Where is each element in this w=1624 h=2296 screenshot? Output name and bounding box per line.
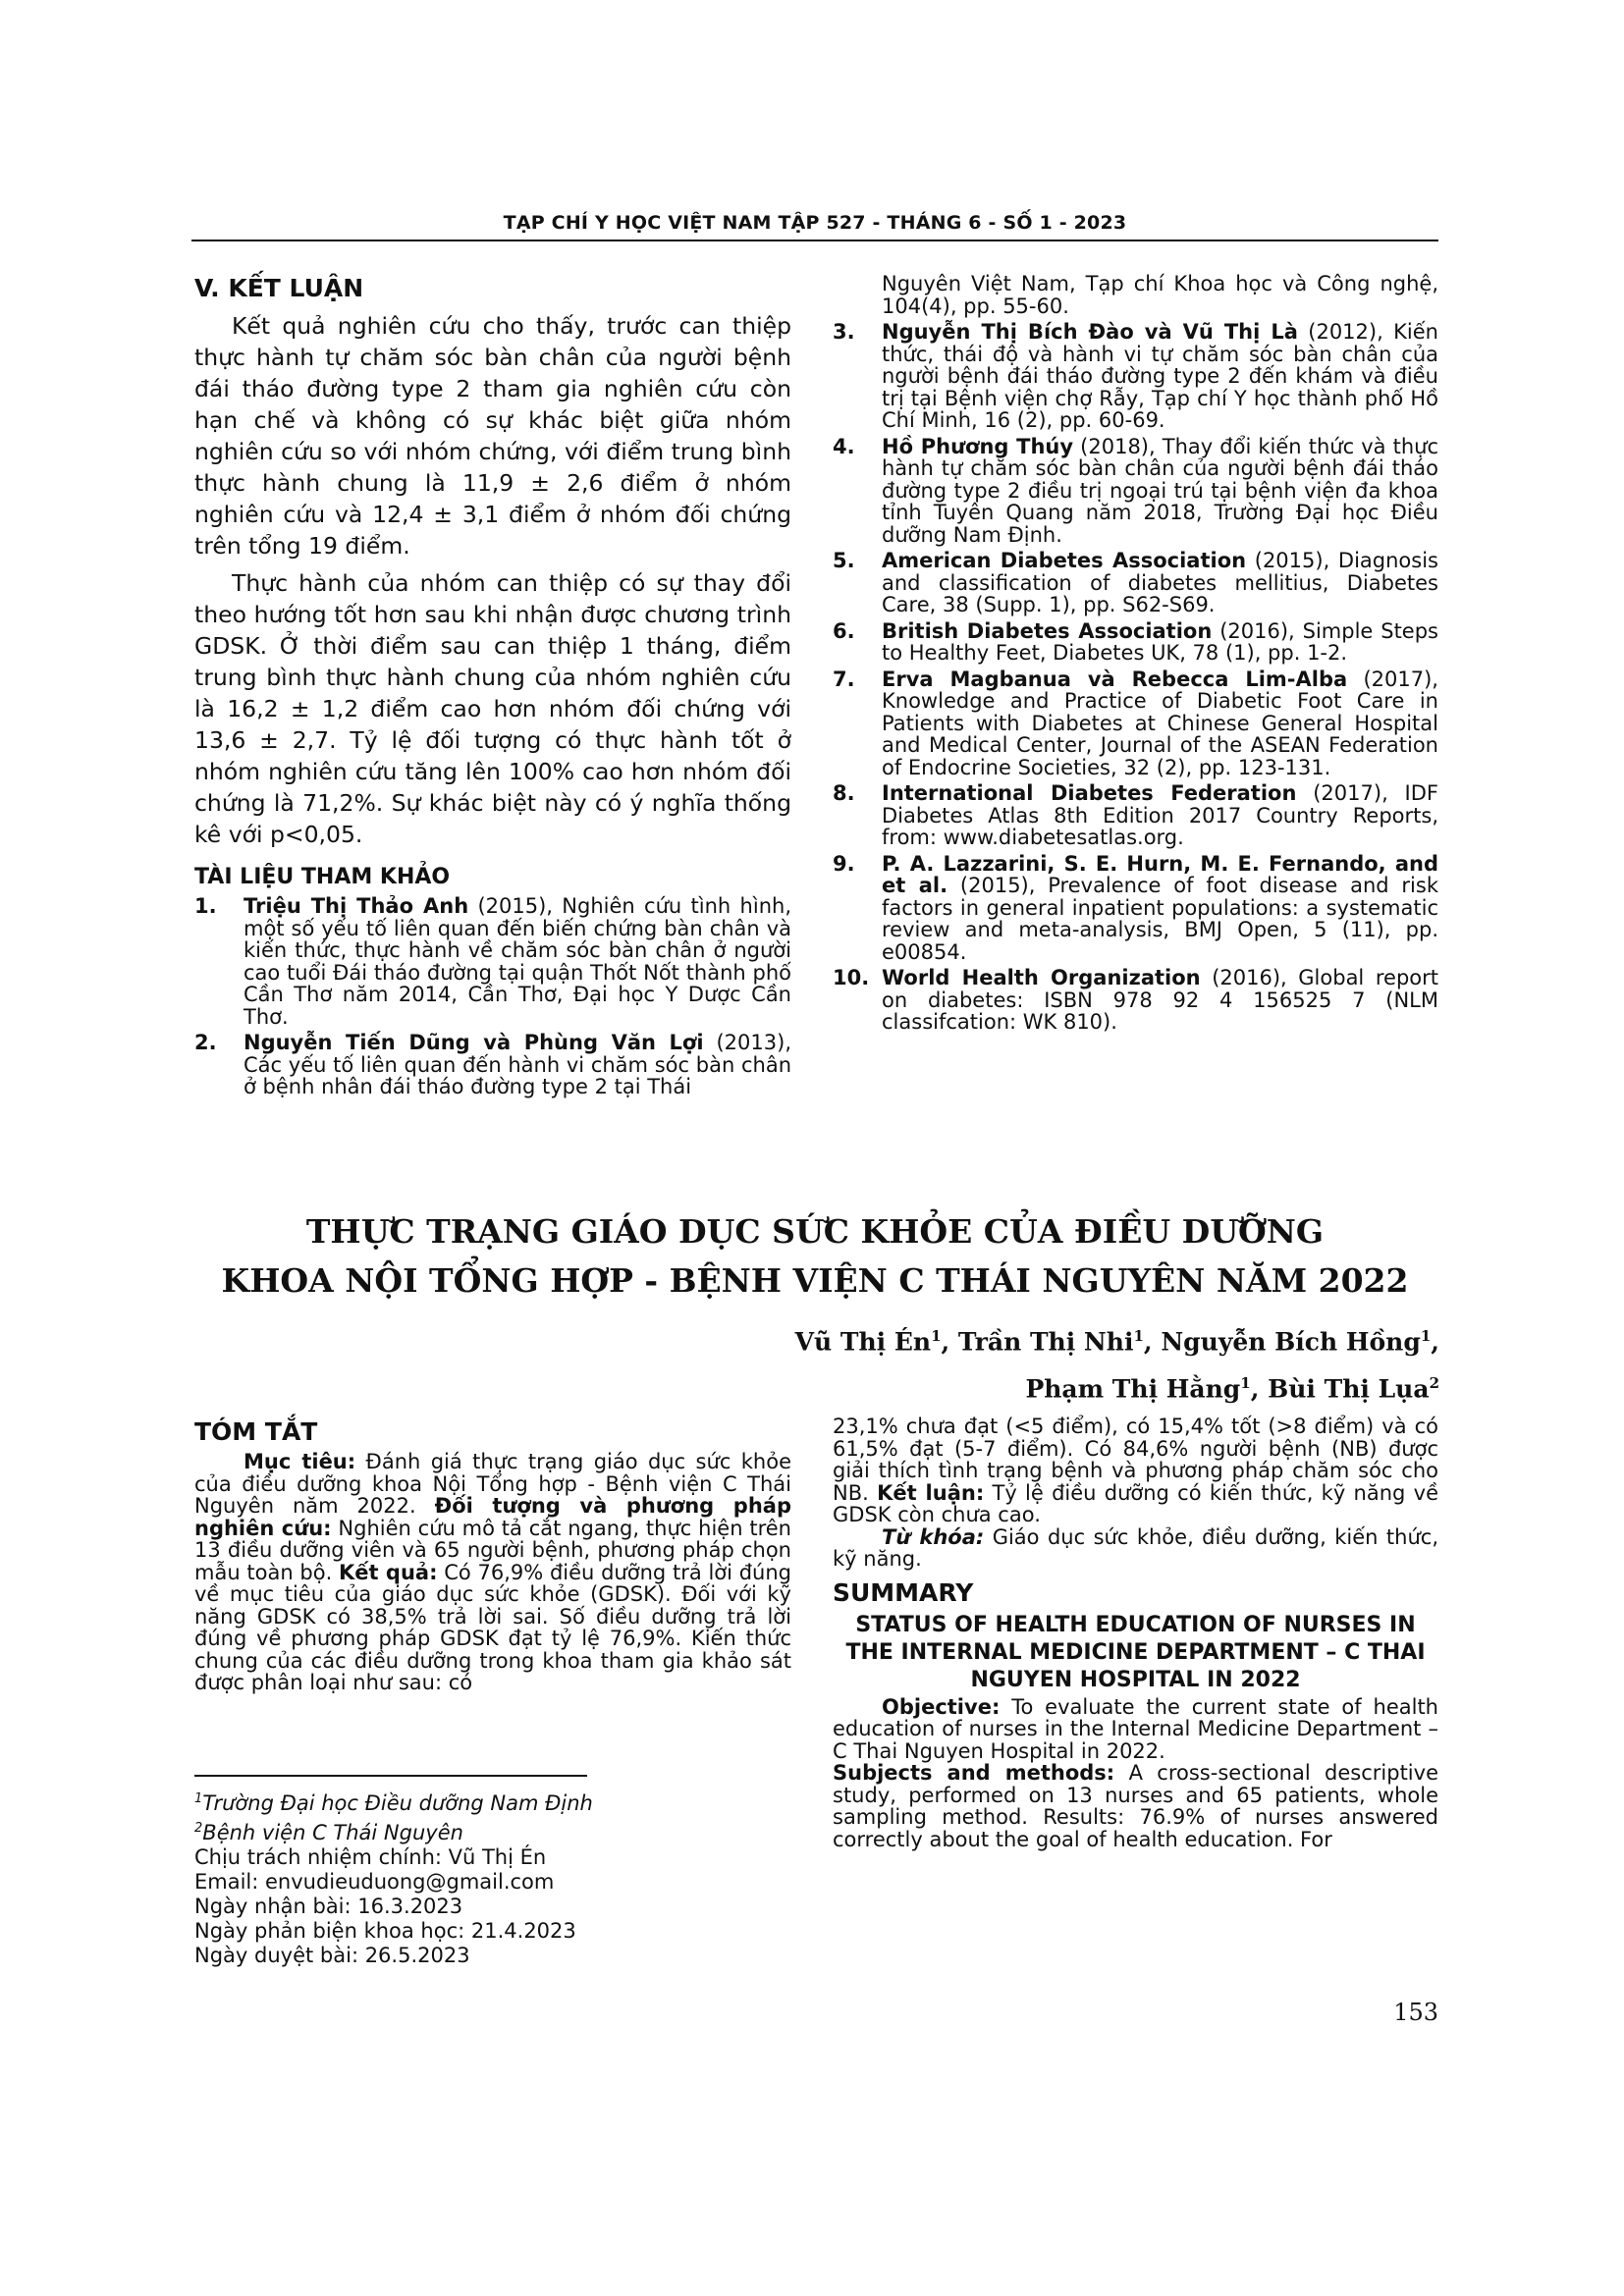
author-line bbox=[556, 1315, 1439, 1362]
reference-item bbox=[833, 550, 1438, 616]
author-affiliation: 2 bbox=[1429, 1374, 1439, 1393]
keywords-paragraph bbox=[833, 1526, 1438, 1571]
right-column-top bbox=[833, 273, 1438, 1038]
footnote-affiliation-text: Trường Đại học Điều dưỡng Nam Định bbox=[202, 1791, 593, 1815]
reference-author: Erva Magbanua và Rebecca Lim-Alba bbox=[882, 667, 1348, 691]
reference-number: 3. bbox=[833, 320, 855, 344]
methods-label: Đối tượng và phương pháp nghiên cứu: bbox=[194, 1494, 791, 1540]
objective-text: Đánh giá thực trạng giáo dục sức khỏe của điều dưỡng khoa Nội Tổng hợp - Bệnh viện C Thái Nguyên năm 2022. bbox=[194, 1450, 791, 1518]
abstract-paragraph bbox=[194, 1451, 791, 1694]
reference-author: World Health Organization bbox=[882, 966, 1201, 989]
reference-text: (2017), Knowledge and Practice of Diabetic Foot Care in Patients with Diabetes at Chinese General Hospital and Medical Center, Journal of the ASEAN Federation of Endocrine Societies, 32 (2), pp. 123-131. bbox=[882, 667, 1438, 779]
footnote-received: Ngày nhận bài: 16.3.2023 bbox=[194, 1895, 463, 1918]
reference-item bbox=[194, 895, 791, 1028]
author-separator: , bbox=[1250, 1374, 1269, 1404]
reference-author: International Diabetes Federation bbox=[882, 781, 1297, 805]
reference-number: 6. bbox=[833, 618, 855, 643]
footnote-affiliation-text: Bệnh viện C Thái Nguyên bbox=[202, 1821, 463, 1844]
reference-text: (2012), Kiến thức, thái độ và hành vi tự chăm sóc bàn chân của người bệnh đái tháo đường type 2 đến khám và điều trị tại Bệnh viện chợ Rẫy, Tạp chí Y học thành phố Hồ Chí Minh, 16 (2), pp. 60-69. bbox=[882, 320, 1438, 432]
reference-text: (2015), Prevalence of foot disease and risk factors in general inpatient populations: a systematic review and meta-analysis, BMJ Open, 5 (11), pp. e00854. bbox=[882, 874, 1438, 964]
abstract-continuation bbox=[833, 1415, 1438, 1526]
reference-author: Triệu Thị Thảo Anh bbox=[244, 894, 469, 918]
objective-label: Mục tiêu: bbox=[244, 1450, 356, 1473]
reference-number: 4. bbox=[833, 434, 855, 458]
author-separator: , bbox=[1143, 1327, 1162, 1357]
reference-text: (2013), Các yếu tố liên quan đến hành vi chăm sóc bàn chân ở bệnh nhân đái tháo đường type 2 tại Thái bbox=[244, 1031, 791, 1098]
reference-item bbox=[833, 620, 1438, 665]
summary-heading: SUMMARY bbox=[833, 1577, 974, 1607]
reference-author: Nguyễn Tiến Dũng và Phùng Văn Lợi bbox=[244, 1031, 704, 1054]
reference-number: 9. bbox=[833, 851, 855, 876]
abstract-heading: TÓM TẮT bbox=[194, 1417, 318, 1446]
reference-item bbox=[833, 853, 1438, 964]
summary-paragraph bbox=[833, 1762, 1438, 1850]
methods-text: Nghiên cứu mô tả cắt ngang, thực hiện trên 13 điều dưỡng viên và 65 người bệnh, phương pháp chọn mẫu toàn bộ. bbox=[194, 1516, 791, 1584]
conclusion-paragraph: Kết quả nghiên cứu cho thấy, trước can thiệp thực hành tự chăm sóc bàn chân của người bệnh đái tháo đường type 2 tham gia nghiên cứu còn hạn chế và không có sự khác biệt giữa nhóm nghiên cứu so với nhóm chứng, với điểm trung bình thực hành chung là 11,9 ± 2,6 điểm ở nhóm nghiên cứu và 12,4 ± 3,1 điểm ở nhóm đối chứng trên tổng 19 điểm. bbox=[194, 312, 791, 560]
reference-number: 2. bbox=[194, 1031, 217, 1054]
footnote-email: Email: envudieuduong@gmail.com bbox=[194, 1870, 555, 1894]
footnote-responsible: Chịu trách nhiệm chính: Vũ Thị Én bbox=[194, 1845, 547, 1869]
running-header: TẠP CHÍ Y HỌC VIỆT NAM TẬP 527 - THÁNG 6 - SỐ 1 - 2023 bbox=[503, 212, 1127, 234]
reference-item bbox=[833, 321, 1438, 432]
author-name: Trần Thị Nhi bbox=[957, 1327, 1134, 1357]
reference-number: 10. bbox=[833, 966, 870, 989]
footnotes bbox=[194, 1787, 791, 1968]
reference-number: 1. bbox=[194, 894, 217, 918]
left-column-bottom bbox=[194, 1415, 791, 1694]
summary-paragraph bbox=[833, 1696, 1438, 1763]
keywords-text: Giáo dục sức khỏe, điều dưỡng, kiến thức, kỹ năng. bbox=[833, 1524, 1438, 1571]
summary-title: STATUS OF HEALTH EDUCATION OF NURSES IN THE INTERNAL MEDICINE DEPARTMENT – C THAI NGUYEN HOSPITAL IN 2022 bbox=[845, 1612, 1426, 1692]
page-number: 153 bbox=[1393, 1999, 1438, 2026]
header-rule bbox=[191, 240, 1438, 241]
footnote-affiliation: $^1$Trường Đại học Điều dưỡng Nam Định bbox=[194, 1791, 593, 1815]
reference-item bbox=[833, 782, 1438, 849]
reference-item bbox=[833, 668, 1438, 779]
reference-number: 5. bbox=[833, 549, 855, 572]
author-name: Phạm Thị Hằng bbox=[1025, 1374, 1241, 1404]
reference-author: American Diabetes Association bbox=[882, 549, 1247, 572]
reference-text: (2016), Global report on diabetes: ISBN 978 92 4 156525 7 (NLM classifcation: WK 810). bbox=[882, 966, 1438, 1034]
reference-list bbox=[194, 895, 791, 1098]
author-separator: , bbox=[941, 1327, 958, 1357]
article-title bbox=[191, 1207, 1438, 1306]
footnote-rule bbox=[194, 1775, 587, 1777]
results-label: Kết quả: bbox=[339, 1560, 438, 1584]
reference-text: (2016), Simple Steps to Healthy Feet, Diabetes UK, 78 (1), pp. 1-2. bbox=[882, 618, 1438, 665]
reference-author: Nguyễn Thị Bích Đào và Vũ Thị Là bbox=[882, 320, 1298, 344]
reference-text: (2015), Diagnosis and classification of diabetes mellitius, Diabetes Care, 38 (Supp. 1), pp. S62-S69. bbox=[882, 549, 1438, 616]
summary-objective-label: Objective: bbox=[882, 1694, 1001, 1719]
reference-item bbox=[833, 967, 1438, 1034]
left-column-top bbox=[194, 273, 791, 1102]
reference-number: 7. bbox=[833, 667, 855, 691]
right-column-bottom bbox=[833, 1415, 1438, 1850]
article-title-line: KHOA NỘI TỔNG HỢP - BỆNH VIỆN C THÁI NGUYÊN NĂM 2022 bbox=[221, 1261, 1409, 1300]
author-name: Bùi Thị Lụa bbox=[1268, 1374, 1430, 1404]
footnote-affiliation: $^2$Bệnh viện C Thái Nguyên bbox=[194, 1821, 463, 1844]
references-heading: TÀI LIỆU THAM KHẢO bbox=[194, 865, 451, 889]
author-affiliation: 1 bbox=[1420, 1327, 1432, 1345]
conclusion-heading: V. KẾT LUẬN bbox=[194, 274, 364, 302]
reference-author: P. A. Lazzarini, S. E. Hurn, M. E. Fernando, and et al. bbox=[882, 851, 1438, 897]
conclusion-label: Kết luận: bbox=[877, 1480, 985, 1505]
author-name: Vũ Thị Én bbox=[794, 1327, 932, 1357]
conclusion-text: Tỷ lệ điều dưỡng có kiến thức, kỹ năng về GDSK còn chưa cao. bbox=[833, 1480, 1438, 1526]
article-title-line: THỰC TRẠNG GIÁO DỤC SỨC KHỎE CỦA ĐIỀU DƯỠNG bbox=[305, 1212, 1325, 1251]
abstract-continuation-text: 23,1% chưa đạt (<5 điểm), có 15,4% tốt (>8 điểm) và có 61,5% đạt (5-7 điểm). Có 84,6% người bệnh (NB) được giải thích tình trạng bệnh và phương pháp chăm sóc cho NB. bbox=[833, 1415, 1438, 1505]
summary-methods-text: A cross-sectional descriptive study, performed on 13 nurses and 65 patients, whole sampling method. Results: 76.9% of nurses answered correctly about the goal of health education. For bbox=[833, 1761, 1438, 1851]
author-list bbox=[556, 1315, 1439, 1411]
summary-objective-text: To evaluate the current state of health education of nurses in the Internal Medicine Department – C Thai Nguyen Hospital in 2022. bbox=[833, 1694, 1438, 1763]
reference-text: (2018), Thay đổi kiến thức và thực hành tự chăm sóc bàn chân của người bệnh đái tháo đường type 2 điều trị ngoại trú tại bệnh viện đa khoa tỉnh Tuyên Quang năm 2018, Trường Đại học Điều dưỡng Nam Định. bbox=[882, 434, 1438, 547]
reference-text: (2015), Nghiên cứu tình hình, một số yếu tố liên quan đến biến chứng bàn chân và kiến thức, thực hành về chăm sóc bàn chân ở người cao tuổi Đái tháo đường tại quận Thốt Nốt thành phố Cần Thơ năm 2014, Cần Thơ, Đại học Y Dược Cần Thơ. bbox=[244, 894, 791, 1029]
reference-item bbox=[194, 1032, 791, 1098]
author-line bbox=[556, 1362, 1439, 1410]
conclusion-paragraph: Thực hành của nhóm can thiệp có sự thay đổi theo hướng tốt hơn sau khi nhận được chương trình GDSK. Ở thời điểm sau can thiệp 1 tháng, điểm trung bình thực hành chung của nhóm nghiên cứu là 16,2 ± 1,2 điểm cao hơn nhóm đối chứng với 13,6 ± 2,7. Tỷ lệ đối tượng có thực hành tốt ở nhóm nghiên cứu tăng lên 100% cao hơn nhóm đối chứng là 71,2%. Sự khác biệt này có ý nghĩa thống kê với p<0,05. bbox=[194, 569, 791, 848]
reference-number: 8. bbox=[833, 781, 855, 805]
summary-methods-label: Subjects and methods: bbox=[833, 1761, 1115, 1785]
reference-text: (2017), IDF Diabetes Atlas 8th Edition 2017 Country Reports, from: www.diabetesatlas.org. bbox=[882, 781, 1438, 849]
keywords-label: Từ khóa: bbox=[882, 1524, 985, 1549]
footnote-reviewed: Ngày phản biện khoa học: 21.4.2023 bbox=[194, 1919, 576, 1943]
results-text: Có 76,9% điều dưỡng trả lời đúng về mục tiêu của giáo dục sức khỏe (GDSK). Đối với kỹ năng GDSK có 38,5% trả lời sai. Số điều dưỡng trả lời đúng về phương pháp GDSK đạt tỷ lệ 76,9%. Kiến thức chung của các điều dưỡng trong khoa tham gia khảo sát được phân loại như sau: có bbox=[194, 1560, 792, 1694]
reference-list bbox=[833, 321, 1438, 1034]
reference-author: Hồ Phương Thúy bbox=[882, 434, 1074, 458]
author-separator: , bbox=[1431, 1327, 1439, 1357]
author-affiliation: 1 bbox=[1240, 1374, 1251, 1393]
reference-item bbox=[833, 436, 1438, 547]
reference-continuation: Nguyên Việt Nam, Tạp chí Khoa học và Công nghệ, 104(4), pp. 55-60. bbox=[882, 272, 1438, 318]
author-name: Nguyễn Bích Hồng bbox=[1161, 1327, 1421, 1357]
reference-author: British Diabetes Association bbox=[882, 618, 1213, 643]
footnote-approved: Ngày duyệt bài: 26.5.2023 bbox=[194, 1944, 470, 1967]
author-affiliation: 1 bbox=[931, 1327, 942, 1345]
author-affiliation: 1 bbox=[1133, 1327, 1144, 1345]
